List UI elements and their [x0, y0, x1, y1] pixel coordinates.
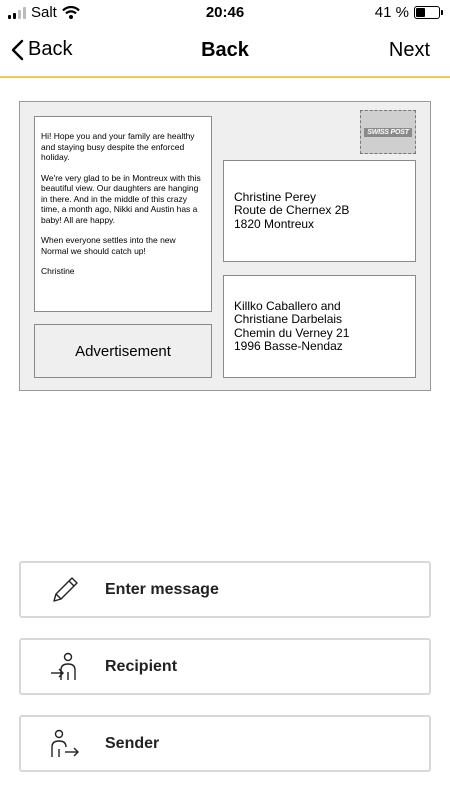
- battery-percent: 41 %: [374, 4, 409, 21]
- status-bar: [0, 0, 450, 26]
- address-line: Killko Caballero and: [234, 298, 341, 313]
- message-area[interactable]: [34, 116, 212, 312]
- address-line: Route de Chernex 2B: [234, 203, 350, 218]
- sender-button[interactable]: [19, 715, 431, 772]
- address-line: Christine Perey: [234, 189, 317, 204]
- message-signature: Christine: [41, 266, 75, 276]
- sender-address[interactable]: [223, 275, 416, 378]
- stamp: [360, 110, 416, 154]
- carrier-name: Salt: [31, 4, 57, 21]
- recipient-button[interactable]: [19, 638, 431, 695]
- battery-icon: [414, 6, 440, 19]
- enter-message-label: Enter message: [105, 580, 219, 598]
- page-title: Back: [201, 39, 249, 61]
- next-button[interactable]: Next: [388, 39, 430, 61]
- message-paragraph: When everyone settles into the new Normal we should catch up!: [41, 235, 176, 256]
- recipient-label: Recipient: [105, 657, 178, 675]
- navigation-bar: [0, 26, 450, 78]
- status-time: 20:46: [205, 4, 245, 21]
- advertisement-box: Advertisement: [34, 324, 212, 378]
- person-arrow-in-icon: [48, 650, 82, 684]
- address-line: 1996 Basse-Nendaz: [234, 339, 343, 353]
- enter-message-button[interactable]: [19, 561, 431, 618]
- address-line: Chemin du Verney 21: [234, 325, 350, 340]
- message-paragraph: We're very glad to be in Montreux with this beautiful view. Our daughters are hanging in there. And in the middle of this crazy time, a month ago, Nikki and Austin has a baby! All are happy.: [41, 172, 201, 225]
- recipient-address[interactable]: [223, 160, 416, 262]
- address-line: 1820 Montreux: [234, 216, 315, 231]
- address-line: Christiane Darbelais: [234, 312, 343, 326]
- postcard-preview: [19, 101, 431, 391]
- battery-group: [375, 4, 440, 21]
- sender-label: Sender: [105, 734, 160, 752]
- pencil-icon: [48, 573, 82, 607]
- swiss-post-logo: SWISS POST: [364, 128, 412, 137]
- message-paragraph: Hi! Hope you and your family are healthy and staying busy despite the enforced holiday.: [41, 131, 195, 162]
- person-arrow-out-icon: [48, 727, 82, 761]
- back-label: Back: [28, 38, 73, 60]
